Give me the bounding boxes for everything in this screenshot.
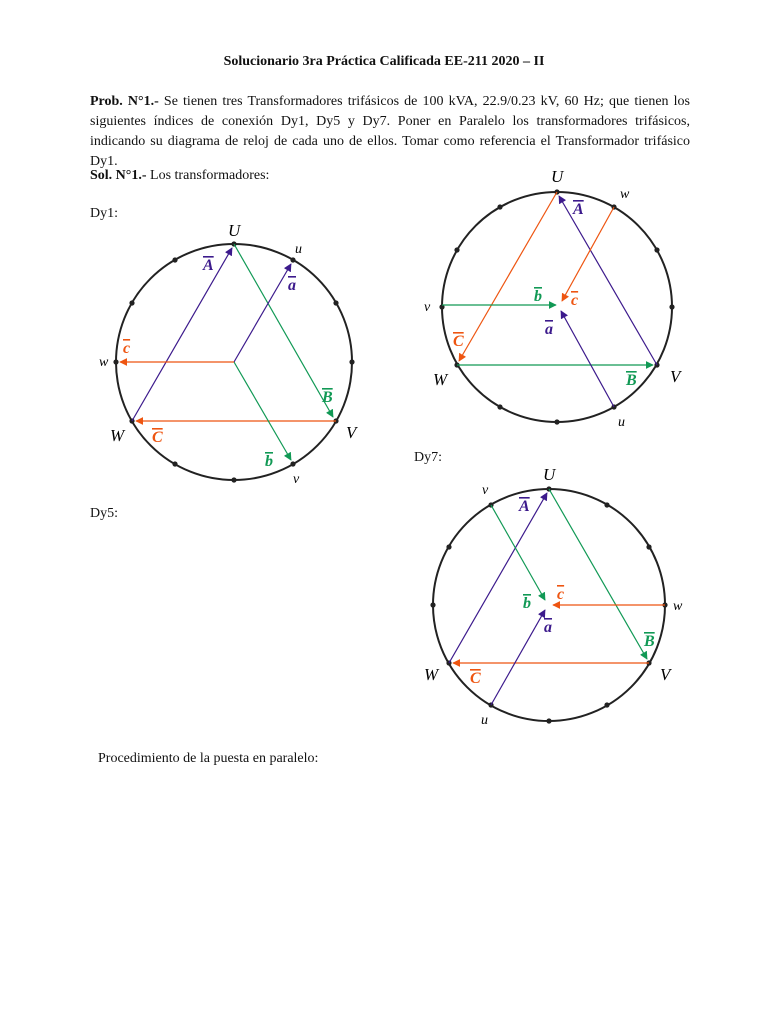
problem-text: Se tienen tres Transformadores trifásicos de 100 kVA, 22.9/0.23 kV, 60 Hz; que tienen los siguientes índices de conexión Dy1, Dy5 y Dy7. Poner en Paralelo los transformadores trifásicos, indicando su diagrama de reloj de cada uno de ellos. Tomar como referencia el Transformador trifásico Dy1. [90,94,691,169]
dy1-label-u: u [295,242,302,257]
dy1-label: Dy1: [90,206,118,221]
dy5-label-U: U [551,167,564,186]
solution-text: Los transformadores: [146,168,270,183]
dy1-label-w: w [99,355,109,370]
dy7-phasor-B [549,489,647,659]
dy5-label: Dy5: [90,506,118,521]
dy5-label-w: w [620,187,630,202]
dy7-label-phasor-C: C [470,670,481,687]
dy7-label-u: u [481,713,488,728]
dy1-label-phasor-B: B [322,389,333,406]
procedure-text: Procedimiento de la puesta en paralelo: [98,751,319,766]
dy7-label-phasor-B: B [644,633,655,650]
dy1-label-phasor-a: a [288,277,296,294]
solution-label: Sol. N°1.- [90,168,147,183]
dy1-label-phasor-A: A [203,257,214,274]
dy7-label-U: U [543,465,556,484]
dy1-phasor-B [234,244,333,417]
dy5-phasor-c [562,207,614,301]
document-title: Solucionario 3ra Práctica Calificada EE-211 2020 – II [223,54,545,69]
dy1-phasor-A [132,248,232,421]
dy7-label-V: V [660,665,671,684]
dy1-label-v: v [293,472,300,487]
dy1-label-phasor-b: b [265,453,273,470]
dy7-label-W: W [424,665,439,684]
dy5-label-V: V [670,367,681,386]
dy5-hour-dots [439,189,674,424]
dy7-label-phasor-a: a [544,619,552,636]
dy5-label-v: v [424,300,431,315]
dy5-label-phasor-C: C [453,333,464,350]
dy5-label-W: W [433,370,448,389]
dy7-label: Dy7: [414,450,442,465]
dy7-phasor-a [491,610,545,705]
dy5-label-u: u [618,415,625,430]
dy1-label-V: V [346,423,357,442]
dy1-label-phasor-c: c [123,340,131,357]
dy1-label-W: W [110,426,125,445]
dy7-label-phasor-b: b [523,595,531,612]
dy1-diagram [99,221,359,487]
dy1-label-phasor-C: C [152,429,163,446]
dy5-label-phasor-B: B [626,372,637,389]
dy5-label-phasor-b: b [534,288,542,305]
dy7-diagram [424,465,683,728]
dy5-label-phasor-a: a [545,321,553,338]
dy7-phasor-b [491,505,545,600]
dy5-label-phasor-c: c [571,292,579,309]
dy5-phasor-a [561,311,614,407]
dy1-phasor-b [234,362,291,460]
dy7-label-w: w [673,599,683,614]
dy1-phasor-a [234,264,291,362]
dy7-label-phasor-c: c [557,586,565,603]
problem-label: Prob. N°1.- [90,94,159,109]
dy7-label-phasor-A: A [519,498,530,515]
dy7-label-v: v [482,483,489,498]
dy1-label-U: U [228,221,241,240]
dy5-label-phasor-A: A [573,201,584,218]
dy5-phasor-C [459,192,557,361]
dy5-clock-circle [442,192,672,422]
dy5-diagram [424,167,683,430]
